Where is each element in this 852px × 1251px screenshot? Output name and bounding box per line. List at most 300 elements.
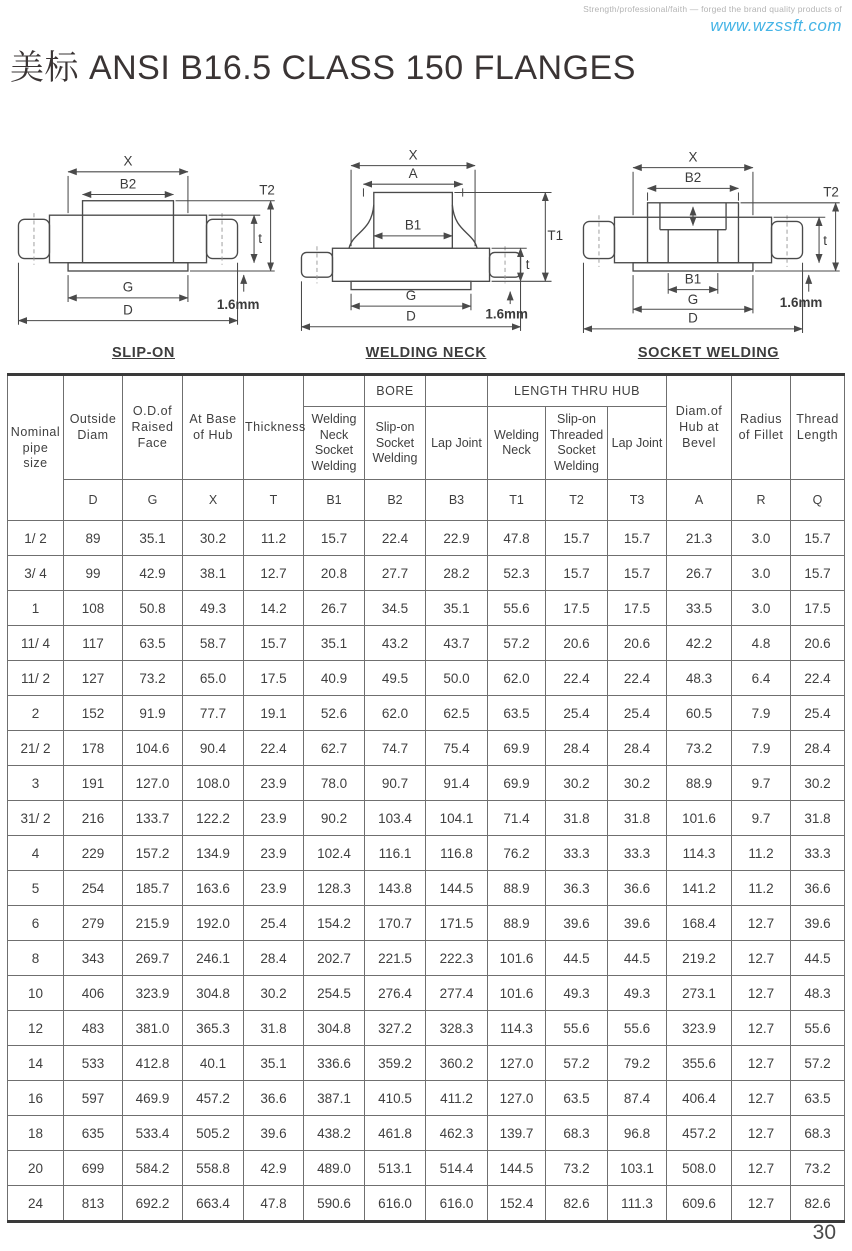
dim-label-t2: T2 (259, 182, 275, 198)
value-cell: 355.6 (667, 1046, 732, 1081)
value-cell: 88.9 (667, 766, 732, 801)
col-header-lap-joint-length: Lap Joint (607, 407, 666, 480)
value-cell: 49.3 (607, 976, 666, 1011)
value-cell: 42.9 (122, 556, 182, 591)
value-cell: 254.5 (303, 976, 364, 1011)
value-cell: 96.8 (607, 1116, 666, 1151)
value-cell: 63.5 (545, 1081, 607, 1116)
value-cell: 128.3 (303, 871, 364, 906)
value-cell: 411.2 (425, 1081, 487, 1116)
dim-label-raised-face: 1.6mm (779, 295, 823, 311)
value-cell: 91.9 (122, 696, 182, 731)
table-row (7, 1081, 844, 1116)
value-cell: 14.2 (243, 591, 303, 626)
value-cell: 12.7 (732, 1011, 791, 1046)
value-cell: 26.7 (303, 591, 364, 626)
table-row (7, 556, 844, 591)
value-cell: 68.3 (791, 1116, 845, 1151)
diagram-welding-neck (287, 147, 566, 361)
value-cell: 139.7 (487, 1116, 545, 1151)
table-row (7, 1186, 844, 1222)
value-cell: 152.4 (487, 1186, 545, 1222)
value-cell: 28.4 (791, 731, 845, 766)
nominal-size-cell: 6 (7, 906, 63, 941)
value-cell: 692.2 (122, 1186, 182, 1222)
value-cell: 33.3 (791, 836, 845, 871)
value-cell: 438.2 (303, 1116, 364, 1151)
value-cell: 533.4 (122, 1116, 182, 1151)
value-cell: 52.3 (487, 556, 545, 591)
value-cell: 50.0 (425, 661, 487, 696)
value-cell: 12.7 (732, 906, 791, 941)
value-cell: 277.4 (425, 976, 487, 1011)
diagram-caption-welding-neck: WELDING NECK (365, 345, 487, 362)
value-cell: 65.0 (182, 661, 243, 696)
value-cell: 15.7 (545, 521, 607, 556)
col-header-welding-neck-socket-welding: Welding Neck Socket Welding (303, 407, 364, 480)
value-cell: 36.6 (243, 1081, 303, 1116)
table-row (7, 906, 844, 941)
value-cell: 584.2 (122, 1151, 182, 1186)
value-cell: 39.6 (243, 1116, 303, 1151)
value-cell: 101.6 (667, 801, 732, 836)
nominal-size-cell: 11/ 4 (7, 626, 63, 661)
value-cell: 30.2 (243, 976, 303, 1011)
value-cell: 168.4 (667, 906, 732, 941)
diagram-slip-on (4, 147, 283, 361)
value-cell: 28.4 (545, 731, 607, 766)
value-cell: 406 (63, 976, 122, 1011)
value-cell: 43.7 (425, 626, 487, 661)
col-header-slip-on-socket-welding: Slip-on Socket Welding (364, 407, 425, 480)
value-cell: 36.3 (545, 871, 607, 906)
welding-neck-drawing-icon (287, 147, 566, 345)
table-row (7, 1151, 844, 1186)
value-cell: 360.2 (425, 1046, 487, 1081)
value-cell: 27.7 (364, 556, 425, 591)
value-cell: 55.6 (545, 1011, 607, 1046)
value-cell: 229 (63, 836, 122, 871)
col-letter-B1: B1 (303, 480, 364, 521)
value-cell: 635 (63, 1116, 122, 1151)
value-cell: 40.1 (182, 1046, 243, 1081)
value-cell: 469.9 (122, 1081, 182, 1116)
value-cell: 104.1 (425, 801, 487, 836)
value-cell: 323.9 (667, 1011, 732, 1046)
value-cell: 365.3 (182, 1011, 243, 1046)
dim-label-g: G (122, 279, 134, 295)
nominal-size-cell: 21/ 2 (7, 731, 63, 766)
value-cell: 505.2 (182, 1116, 243, 1151)
value-cell: 47.8 (243, 1186, 303, 1222)
empty-header-cell (303, 375, 364, 407)
value-cell: 111.3 (607, 1186, 666, 1222)
col-letter-T1: T1 (487, 480, 545, 521)
value-cell: 33.5 (667, 591, 732, 626)
nominal-size-cell: 4 (7, 836, 63, 871)
value-cell: 215.9 (122, 906, 182, 941)
col-header-outside-diam: Outside Diam (63, 375, 122, 480)
nominal-size-cell: 3/ 4 (7, 556, 63, 591)
value-cell: 483 (63, 1011, 122, 1046)
value-cell: 323.9 (122, 976, 182, 1011)
col-letter-R: R (732, 480, 791, 521)
value-cell: 47.8 (487, 521, 545, 556)
value-cell: 69.9 (487, 731, 545, 766)
value-cell: 19.1 (243, 696, 303, 731)
value-cell: 30.2 (545, 766, 607, 801)
value-cell: 304.8 (303, 1011, 364, 1046)
table-row (7, 941, 844, 976)
value-cell: 25.4 (545, 696, 607, 731)
value-cell: 23.9 (243, 766, 303, 801)
nominal-size-cell: 24 (7, 1186, 63, 1222)
table-row (7, 1046, 844, 1081)
value-cell: 699 (63, 1151, 122, 1186)
value-cell: 30.2 (607, 766, 666, 801)
value-cell: 50.8 (122, 591, 182, 626)
flange-table-body (7, 521, 844, 1222)
value-cell: 22.4 (243, 731, 303, 766)
dim-label-b1: B1 (404, 217, 421, 233)
value-cell: 462.3 (425, 1116, 487, 1151)
nominal-size-cell: 11/ 2 (7, 661, 63, 696)
value-cell: 82.6 (545, 1186, 607, 1222)
value-cell: 254 (63, 871, 122, 906)
dim-label-d: D (405, 308, 416, 324)
value-cell: 127.0 (487, 1046, 545, 1081)
value-cell: 558.8 (182, 1151, 243, 1186)
value-cell: 82.6 (791, 1186, 845, 1222)
col-letter-T3: T3 (607, 480, 666, 521)
col-header-thickness: Thickness (243, 375, 303, 480)
dim-label-raised-face: 1.6mm (484, 306, 528, 322)
value-cell: 48.3 (791, 976, 845, 1011)
value-cell: 144.5 (425, 871, 487, 906)
table-row (7, 766, 844, 801)
value-cell: 273.1 (667, 976, 732, 1011)
value-cell: 12.7 (732, 941, 791, 976)
value-cell: 71.4 (487, 801, 545, 836)
value-cell: 143.8 (364, 871, 425, 906)
flange-dimensions-table (7, 373, 845, 1223)
value-cell: 25.4 (243, 906, 303, 941)
nominal-size-cell: 10 (7, 976, 63, 1011)
value-cell: 102.4 (303, 836, 364, 871)
value-cell: 381.0 (122, 1011, 182, 1046)
table-header (7, 375, 844, 521)
value-cell: 69.9 (487, 766, 545, 801)
dim-label-t: t (823, 233, 827, 249)
value-cell: 15.7 (791, 556, 845, 591)
dim-label-b2: B2 (119, 176, 137, 192)
value-cell: 30.2 (182, 521, 243, 556)
value-cell: 36.6 (607, 871, 666, 906)
diagrams-row (0, 147, 852, 361)
value-cell: 597 (63, 1081, 122, 1116)
value-cell: 55.6 (791, 1011, 845, 1046)
value-cell: 44.5 (791, 941, 845, 976)
value-cell: 55.6 (607, 1011, 666, 1046)
value-cell: 44.5 (545, 941, 607, 976)
nominal-size-cell: 5 (7, 871, 63, 906)
col-letter-T: T (243, 480, 303, 521)
table-row (7, 696, 844, 731)
value-cell: 609.6 (667, 1186, 732, 1222)
value-cell: 62.0 (487, 661, 545, 696)
value-cell: 73.2 (545, 1151, 607, 1186)
value-cell: 116.1 (364, 836, 425, 871)
dim-label-t1: T1 (546, 227, 563, 243)
value-cell: 152 (63, 696, 122, 731)
table-row (7, 521, 844, 556)
value-cell: 269.7 (122, 941, 182, 976)
value-cell: 246.1 (182, 941, 243, 976)
value-cell: 91.4 (425, 766, 487, 801)
value-cell: 359.2 (364, 1046, 425, 1081)
nominal-size-cell: 3 (7, 766, 63, 801)
value-cell: 4.8 (732, 626, 791, 661)
value-cell: 73.2 (122, 661, 182, 696)
value-cell: 9.7 (732, 766, 791, 801)
value-cell: 336.6 (303, 1046, 364, 1081)
value-cell: 154.2 (303, 906, 364, 941)
value-cell: 23.9 (243, 801, 303, 836)
value-cell: 813 (63, 1186, 122, 1222)
value-cell: 31.8 (545, 801, 607, 836)
value-cell: 412.8 (122, 1046, 182, 1081)
value-cell: 104.6 (122, 731, 182, 766)
group-header-length-thru-hub: LENGTH THRU HUB (487, 375, 666, 407)
value-cell: 7.9 (732, 696, 791, 731)
value-cell: 31.8 (243, 1011, 303, 1046)
value-cell: 48.3 (667, 661, 732, 696)
col-letter-A: A (667, 480, 732, 521)
value-cell: 25.4 (607, 696, 666, 731)
nominal-size-cell: 8 (7, 941, 63, 976)
table-row (7, 871, 844, 906)
value-cell: 6.4 (732, 661, 791, 696)
value-cell: 101.6 (487, 941, 545, 976)
value-cell: 178 (63, 731, 122, 766)
value-cell: 62.0 (364, 696, 425, 731)
website-url: www.wzssft.com (710, 16, 842, 35)
value-cell: 116.8 (425, 836, 487, 871)
dim-label-t2: T2 (823, 184, 839, 200)
value-cell: 52.6 (303, 696, 364, 731)
value-cell: 39.6 (791, 906, 845, 941)
value-cell: 39.6 (607, 906, 666, 941)
value-cell: 28.2 (425, 556, 487, 591)
value-cell: 22.4 (545, 661, 607, 696)
value-cell: 75.4 (425, 731, 487, 766)
nominal-size-cell: 1 (7, 591, 63, 626)
dim-label-t: t (258, 231, 262, 247)
value-cell: 157.2 (122, 836, 182, 871)
value-cell: 73.2 (667, 731, 732, 766)
value-cell: 20.6 (791, 626, 845, 661)
value-cell: 38.1 (182, 556, 243, 591)
value-cell: 122.2 (182, 801, 243, 836)
col-letter-G: G (122, 480, 182, 521)
nominal-size-cell: 20 (7, 1151, 63, 1186)
value-cell: 57.2 (791, 1046, 845, 1081)
value-cell: 36.6 (791, 871, 845, 906)
value-cell: 221.5 (364, 941, 425, 976)
col-letter-D: D (63, 480, 122, 521)
value-cell: 114.3 (667, 836, 732, 871)
value-cell: 590.6 (303, 1186, 364, 1222)
value-cell: 108.0 (182, 766, 243, 801)
value-cell: 35.1 (122, 521, 182, 556)
page-title: 美标 ANSI B16.5 CLASS 150 FLANGES (10, 49, 636, 87)
nominal-size-cell: 31/ 2 (7, 801, 63, 836)
value-cell: 26.7 (667, 556, 732, 591)
value-cell: 461.8 (364, 1116, 425, 1151)
value-cell: 49.5 (364, 661, 425, 696)
value-cell: 63.5 (122, 626, 182, 661)
value-cell: 68.3 (545, 1116, 607, 1151)
value-cell: 11.2 (732, 836, 791, 871)
diagram-caption-socket-welding: SOCKET WELDING (637, 345, 780, 362)
value-cell: 31.8 (607, 801, 666, 836)
value-cell: 114.3 (487, 1011, 545, 1046)
header-tagline: Strength/professional/faith — forged the brand quality products of (583, 4, 842, 14)
value-cell: 34.5 (364, 591, 425, 626)
dim-label-d: D (123, 302, 133, 318)
value-cell: 57.2 (487, 626, 545, 661)
value-cell: 15.7 (243, 626, 303, 661)
value-cell: 77.7 (182, 696, 243, 731)
value-cell: 117 (63, 626, 122, 661)
value-cell: 127.0 (487, 1081, 545, 1116)
dim-label-t: t (525, 256, 529, 272)
value-cell: 304.8 (182, 976, 243, 1011)
value-cell: 79.2 (607, 1046, 666, 1081)
value-cell: 144.5 (487, 1151, 545, 1186)
table-row (7, 731, 844, 766)
value-cell: 533 (63, 1046, 122, 1081)
value-cell: 88.9 (487, 871, 545, 906)
nominal-size-cell: 1/ 2 (7, 521, 63, 556)
table-row (7, 626, 844, 661)
col-header-thread-length: Thread Length (791, 375, 845, 480)
value-cell: 343 (63, 941, 122, 976)
value-cell: 15.7 (607, 521, 666, 556)
nominal-size-cell: 18 (7, 1116, 63, 1151)
page-number: 30 (812, 1221, 836, 1244)
dim-label-b2: B2 (684, 170, 702, 186)
value-cell: 134.9 (182, 836, 243, 871)
value-cell: 508.0 (667, 1151, 732, 1186)
value-cell: 57.2 (545, 1046, 607, 1081)
value-cell: 28.4 (243, 941, 303, 976)
value-cell: 12.7 (732, 976, 791, 1011)
value-cell: 35.1 (243, 1046, 303, 1081)
value-cell: 406.4 (667, 1081, 732, 1116)
value-cell: 49.3 (182, 591, 243, 626)
nominal-size-cell: 14 (7, 1046, 63, 1081)
table-row (7, 801, 844, 836)
value-cell: 513.1 (364, 1151, 425, 1186)
value-cell: 3.0 (732, 556, 791, 591)
value-cell: 328.3 (425, 1011, 487, 1046)
value-cell: 12.7 (732, 1116, 791, 1151)
dim-label-g: G (405, 287, 416, 303)
col-header-at-base-of-hub: At Base of Hub (182, 375, 243, 480)
table-row (7, 661, 844, 696)
value-cell: 23.9 (243, 836, 303, 871)
value-cell: 90.7 (364, 766, 425, 801)
value-cell: 163.6 (182, 871, 243, 906)
value-cell: 76.2 (487, 836, 545, 871)
value-cell: 222.3 (425, 941, 487, 976)
socket-welding-drawing-icon (569, 147, 848, 345)
value-cell: 192.0 (182, 906, 243, 941)
value-cell: 17.5 (607, 591, 666, 626)
value-cell: 15.7 (791, 521, 845, 556)
value-cell: 279 (63, 906, 122, 941)
col-header-radius-of-fillet: Radius of Fillet (732, 375, 791, 480)
col-header-slip-on-threaded-socket-welding: Slip-on Threaded Socket Welding (545, 407, 607, 480)
value-cell: 12.7 (243, 556, 303, 591)
value-cell: 141.2 (667, 871, 732, 906)
value-cell: 39.6 (545, 906, 607, 941)
value-cell: 9.7 (732, 801, 791, 836)
value-cell: 410.5 (364, 1081, 425, 1116)
value-cell: 17.5 (243, 661, 303, 696)
value-cell: 171.5 (425, 906, 487, 941)
value-cell: 40.9 (303, 661, 364, 696)
value-cell: 101.6 (487, 976, 545, 1011)
dim-label-a: A (408, 165, 418, 181)
dim-label-d: D (688, 310, 698, 326)
value-cell: 327.2 (364, 1011, 425, 1046)
value-cell: 191 (63, 766, 122, 801)
nominal-size-cell: 12 (7, 1011, 63, 1046)
dim-label-b1: B1 (684, 271, 702, 287)
value-cell: 387.1 (303, 1081, 364, 1116)
value-cell: 20.8 (303, 556, 364, 591)
value-cell: 11.2 (243, 521, 303, 556)
value-cell: 616.0 (425, 1186, 487, 1222)
value-cell: 33.3 (545, 836, 607, 871)
value-cell: 35.1 (303, 626, 364, 661)
value-cell: 457.2 (182, 1081, 243, 1116)
value-cell: 42.2 (667, 626, 732, 661)
value-cell: 127 (63, 661, 122, 696)
table-row (7, 976, 844, 1011)
value-cell: 3.0 (732, 521, 791, 556)
value-cell: 11.2 (732, 871, 791, 906)
value-cell: 15.7 (303, 521, 364, 556)
dim-label-x: X (688, 149, 698, 165)
value-cell: 103.4 (364, 801, 425, 836)
value-cell: 17.5 (545, 591, 607, 626)
value-cell: 514.4 (425, 1151, 487, 1186)
value-cell: 99 (63, 556, 122, 591)
col-header-welding-neck: Welding Neck (487, 407, 545, 480)
value-cell: 457.2 (667, 1116, 732, 1151)
value-cell: 17.5 (791, 591, 845, 626)
value-cell: 22.9 (425, 521, 487, 556)
col-letter-Q: Q (791, 480, 845, 521)
page-header (0, 0, 852, 36)
value-cell: 62.7 (303, 731, 364, 766)
value-cell: 216 (63, 801, 122, 836)
value-cell: 12.7 (732, 1151, 791, 1186)
value-cell: 33.3 (607, 836, 666, 871)
